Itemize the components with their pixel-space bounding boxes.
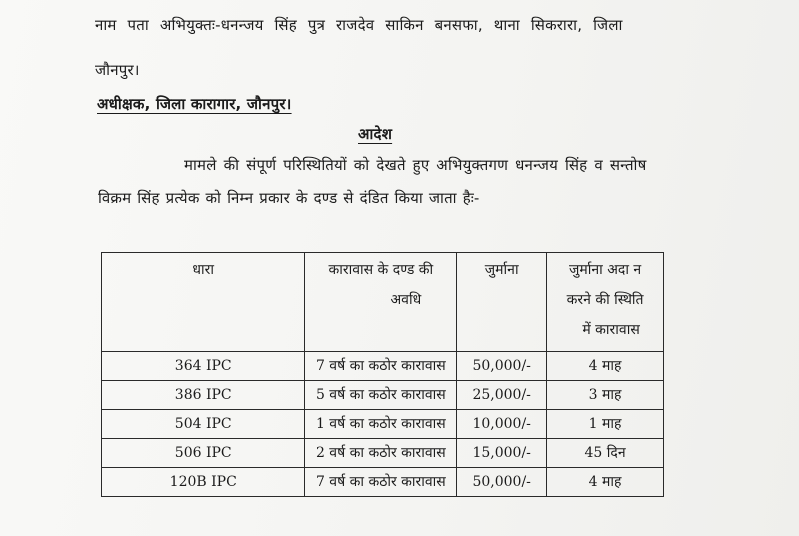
table-header-row bbox=[102, 253, 664, 352]
table-row bbox=[102, 381, 664, 410]
header-duration-line-1: कारावास के दण्ड की bbox=[328, 262, 434, 278]
cell-section: 504 IPC bbox=[102, 410, 305, 439]
cell-section: 386 IPC bbox=[102, 381, 305, 410]
accused-details-continuation: जौनपुर। bbox=[95, 61, 140, 79]
cell-duration: 7 वर्ष का कठोर कारावास bbox=[305, 352, 457, 381]
header-fine bbox=[457, 253, 547, 352]
header-default-term bbox=[547, 253, 664, 352]
cell-duration: 2 वर्ष का कठोर कारावास bbox=[305, 439, 457, 468]
cell-duration: 5 वर्ष का कठोर कारावास bbox=[305, 381, 457, 410]
header-fine-label: जुर्माना bbox=[484, 262, 519, 278]
cell-default-term: 3 माह bbox=[547, 381, 664, 410]
header-section-label: धारा bbox=[192, 262, 215, 278]
cell-fine: 15,000/- bbox=[457, 439, 547, 468]
cell-default-term: 1 माह bbox=[547, 410, 664, 439]
cell-fine: 50,000/- bbox=[457, 468, 547, 497]
cell-fine: 50,000/- bbox=[457, 352, 547, 381]
accused-details-line: नाम पता अभियुक्तः-धनन्जय सिंह पुत्र राजदेव साकिन बनसफा, थाना सिकरारा, जिला bbox=[95, 16, 623, 34]
order-heading: आदेश bbox=[358, 125, 393, 143]
order-text-line-1: मामले की संपूर्ण परिस्थितियों को देखते हुए अभियुक्तगण धनन्जय सिंह व सन्तोष bbox=[184, 156, 647, 174]
table-row bbox=[102, 352, 664, 381]
header-default-line-1: जुर्माना अदा न bbox=[568, 262, 642, 278]
table-row bbox=[102, 468, 664, 497]
cell-section: 120B IPC bbox=[102, 468, 305, 497]
sentence-table bbox=[101, 252, 664, 497]
table-row bbox=[102, 439, 664, 468]
header-default-line-3: में कारावास bbox=[582, 322, 640, 338]
header-duration bbox=[305, 253, 457, 352]
addressee: अधीक्षक, जिला कारागार, जौनपुर। bbox=[97, 95, 292, 113]
header-section bbox=[102, 253, 305, 352]
cell-default-term: 4 माह bbox=[547, 468, 664, 497]
cell-fine: 10,000/- bbox=[457, 410, 547, 439]
order-text-line-2: विक्रम सिंह प्रत्येक को निम्न प्रकार के दण्ड से दंडित किया जाता हैः- bbox=[98, 189, 480, 207]
cell-default-term: 45 दिन bbox=[547, 439, 664, 468]
cell-fine: 25,000/- bbox=[457, 381, 547, 410]
table-row bbox=[102, 410, 664, 439]
header-default-line-2: करने की स्थिति bbox=[566, 292, 644, 308]
cell-section: 364 IPC bbox=[102, 352, 305, 381]
cell-duration: 7 वर्ष का कठोर कारावास bbox=[305, 468, 457, 497]
header-duration-line-2: अवधि bbox=[390, 292, 422, 308]
cell-duration: 1 वर्ष का कठोर कारावास bbox=[305, 410, 457, 439]
cell-default-term: 4 माह bbox=[547, 352, 664, 381]
cell-section: 506 IPC bbox=[102, 439, 305, 468]
